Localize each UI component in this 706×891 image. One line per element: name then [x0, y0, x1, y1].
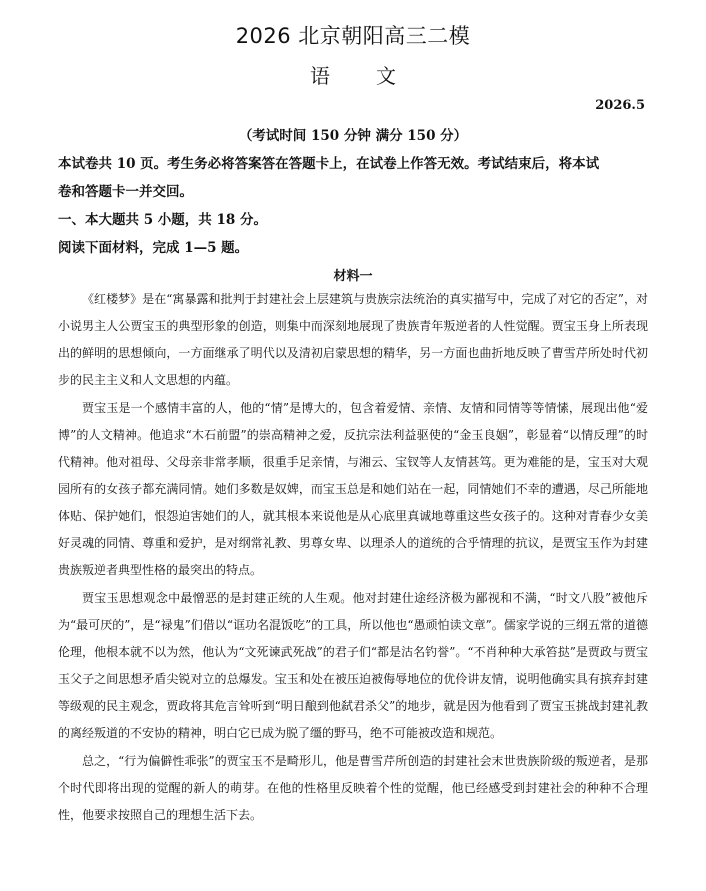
exam-date: 2026.5	[595, 98, 645, 113]
paragraph: 贾宝玉思想观念中最憎恶的是封建正统的人生观。他对封建仕途经济极为鄙视和不满，“时文八股”被他斥为“最可厌的”，是“禄鬼”们借以“诓功名混饭吃”的工具，所以他也“愚顽怕读文章”。儒家学说的三纲五常的道德伦理，他根本就不以为然，他认为“文死谏武死战”的君子们“都是沽名钓誉”。“不肖种种大承笞挞”是贾政与贾宝玉父子之间思想矛盾尖锐对立的总爆发。宝玉和处在被压迫被侮辱地位的优伶讲友情，说明他确实具有摈弃封建等级观的民主观念，贾政将其危言耸听到“明日酿到他弑君杀父”的地步，就是因为他看到了贾宝玉挑战封建礼教的离经叛道的不安协的精神，明白它已成为脱了缰的野马，绝不可能被改造和规范。	[58, 591, 648, 740]
section-directive: 阅读下面材料，完成 1—5 题。	[58, 240, 249, 256]
section-heading: 一、本大题共 5 小题，共 18 分。	[58, 212, 267, 228]
instruction-line-1: 本试卷共 10 页。考生务必将答案答在答题卡上，在试卷上作答无效。考试结束后，将本试	[58, 156, 600, 172]
paragraph: 总之，“行为偏僻性乖张”的贾宝玉不是畸形儿，他是曹雪芹所创造的封建社会末世贵族阶级的叛逆者，是那个时代即将出现的觉醒的新人的萌芽。在他的性格里反映着个性的觉醒，他已经感受到封建社会的种种不合理性，他要求按照自己的理想生活下去。	[58, 754, 648, 822]
paragraph: 《红楼梦》是在“寓暴露和批判于封建社会上层建筑与贵族宗法统治的真实描写中，完成了对它的否定”，对小说男主人公贾宝玉的典型形象的创造，则集中而深刻地展现了贵族青年叛逆者的人性觉醒。贾宝玉身上所表现出的鲜明的思想倾向，一方面继承了明代以及清初启蒙思想的精华，另一方面也曲折地反映了曹雪芹所处时代初步的民主主义和人文思想的内蕴。	[58, 292, 648, 387]
material-title: 材料一	[333, 269, 373, 284]
page-title: 2026 北京朝阳高三二模	[235, 24, 471, 48]
instruction-line-2: 卷和答题卡一并交回。	[58, 184, 193, 200]
exam-time-info: （考试时间 150 分钟 满分 150 分）	[238, 128, 468, 144]
subject-title: 语文	[310, 64, 442, 88]
material-body	[58, 286, 648, 829]
paragraph: 贾宝玉是一个感情丰富的人，他的“情”是博大的，包含着爱情、亲情、友情和同情等等情愫，展现出他“爱博”的人文精神。他追求“木石前盟”的崇高精神之爱，反抗宗法利益驱使的“金玉良姻”，彰显着“以情反理”的时代精神。他对祖母、父母亲非常孝顺，很重手足亲情，与湘云、宝钗等人友情甚笃。更为难能的是，宝玉对大观园所有的女孩子都充满同情。她们多数是奴婢，而宝玉总是和她们站在一起，同情她们不幸的遭遇，尽己所能地体贴、保护她们，恨怨迫害她们的人，就其根本来说他是从心底里真诚地尊重这些女孩子的。这种对青春少女美好灵魂的同情、尊重和爱护，是对纲常礼教、男尊女卑、以理杀人的道统的合乎情理的抗议，是贾宝玉作为封建贵族叛逆者典型性格的最突出的特点。	[58, 401, 648, 577]
